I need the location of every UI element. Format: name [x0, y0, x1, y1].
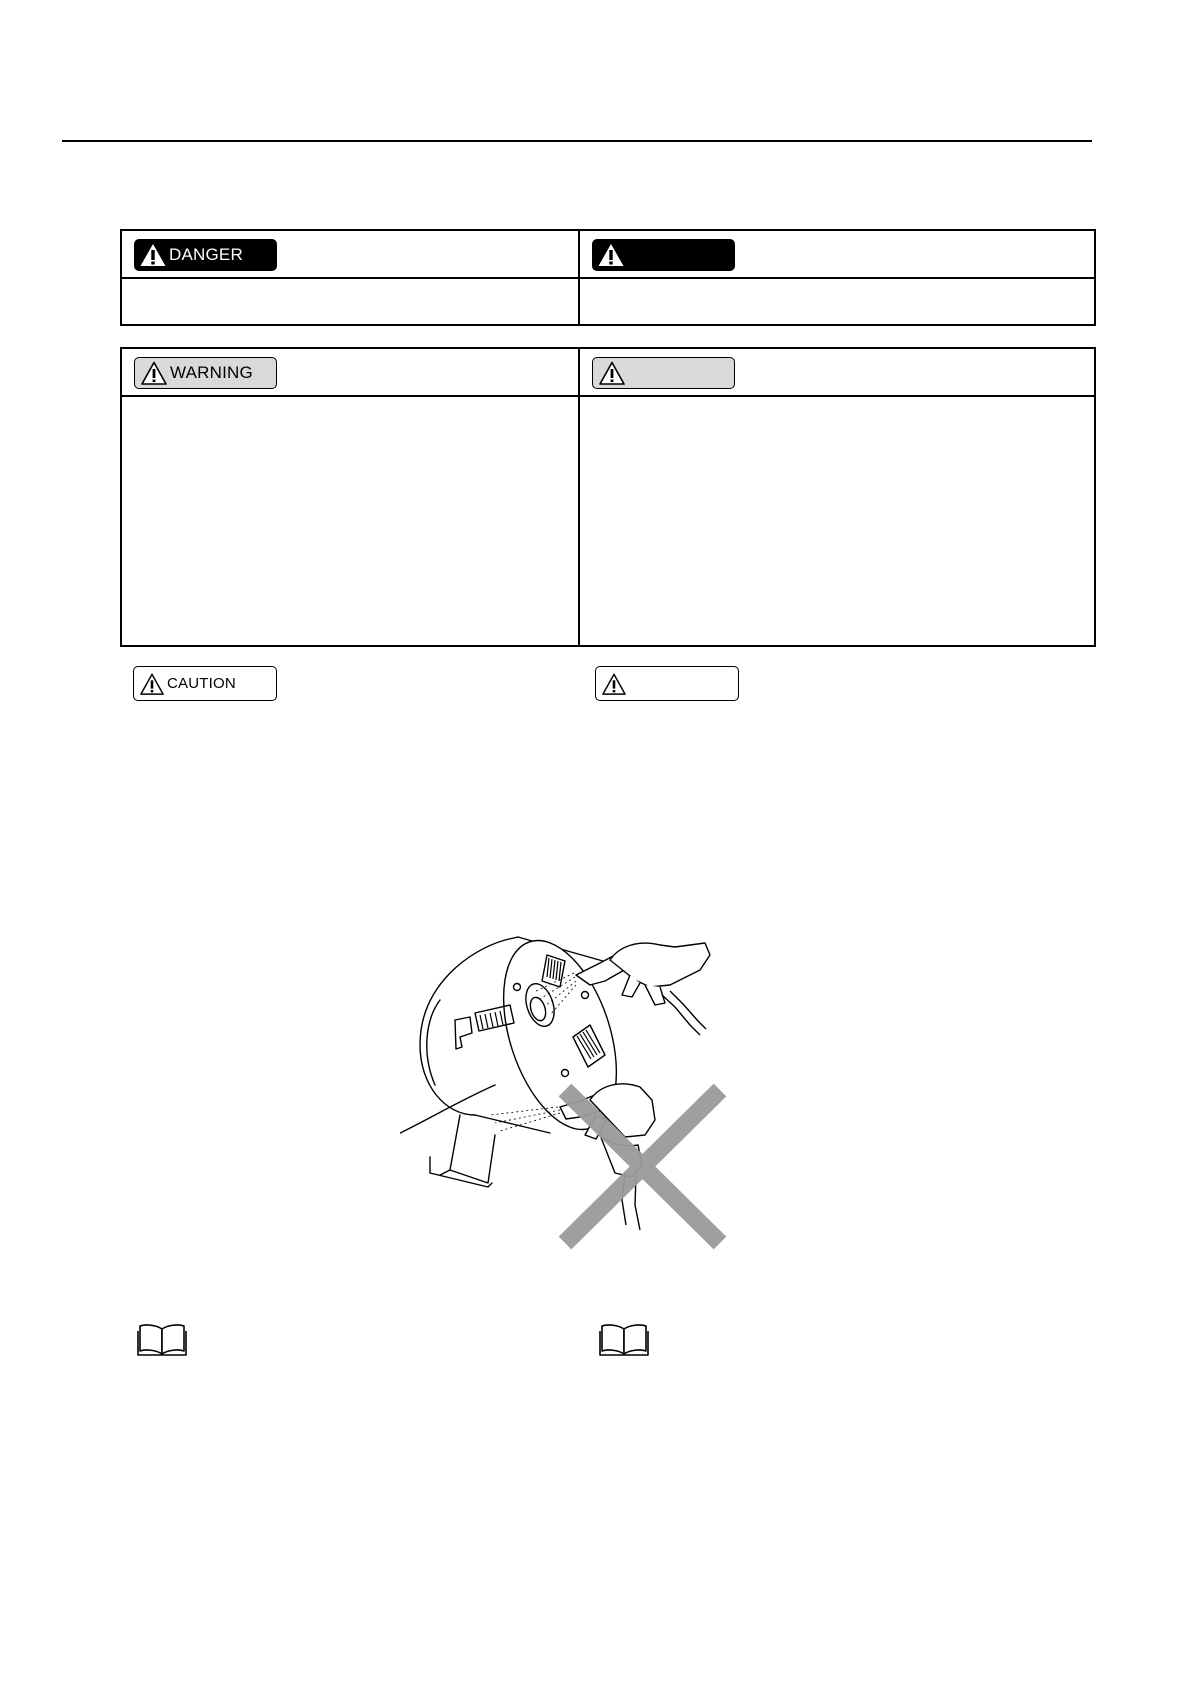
- danger-header-right: [579, 230, 1095, 278]
- warning-triangle-icon: [139, 672, 165, 696]
- danger-body-right: [579, 278, 1095, 325]
- open-book-icon: [598, 1321, 650, 1357]
- caution-block-left: [133, 666, 279, 702]
- danger-badge: [134, 239, 277, 271]
- chuck-cleaning-illustration: [400, 925, 750, 1250]
- danger-badge-alt: [592, 239, 735, 271]
- warning-body-left: [121, 396, 579, 646]
- caution-badge-alt: [595, 666, 739, 701]
- danger-body-left: [121, 278, 579, 325]
- warning-body-right: [579, 396, 1095, 646]
- warning-triangle-icon: [139, 242, 167, 268]
- header-rule: [62, 140, 1092, 142]
- warning-badge: [134, 357, 277, 389]
- warning-label: WARNING: [170, 363, 253, 382]
- warning-triangle-icon: [597, 242, 625, 268]
- danger-notice-table: [120, 229, 1096, 326]
- caution-block-right: [595, 666, 741, 702]
- caution-label: CAUTION: [167, 675, 236, 692]
- warning-notice-table: [120, 347, 1096, 647]
- danger-label: DANGER: [169, 245, 243, 264]
- warning-triangle-icon: [598, 360, 626, 386]
- caution-badge: [133, 666, 277, 701]
- warning-badge-alt: [592, 357, 735, 389]
- warning-header-right: [579, 348, 1095, 396]
- warning-triangle-icon: [601, 672, 627, 696]
- danger-header-left: [121, 230, 579, 278]
- warning-header-left: [121, 348, 579, 396]
- warning-triangle-icon: [140, 360, 168, 386]
- open-book-icon: [136, 1321, 188, 1357]
